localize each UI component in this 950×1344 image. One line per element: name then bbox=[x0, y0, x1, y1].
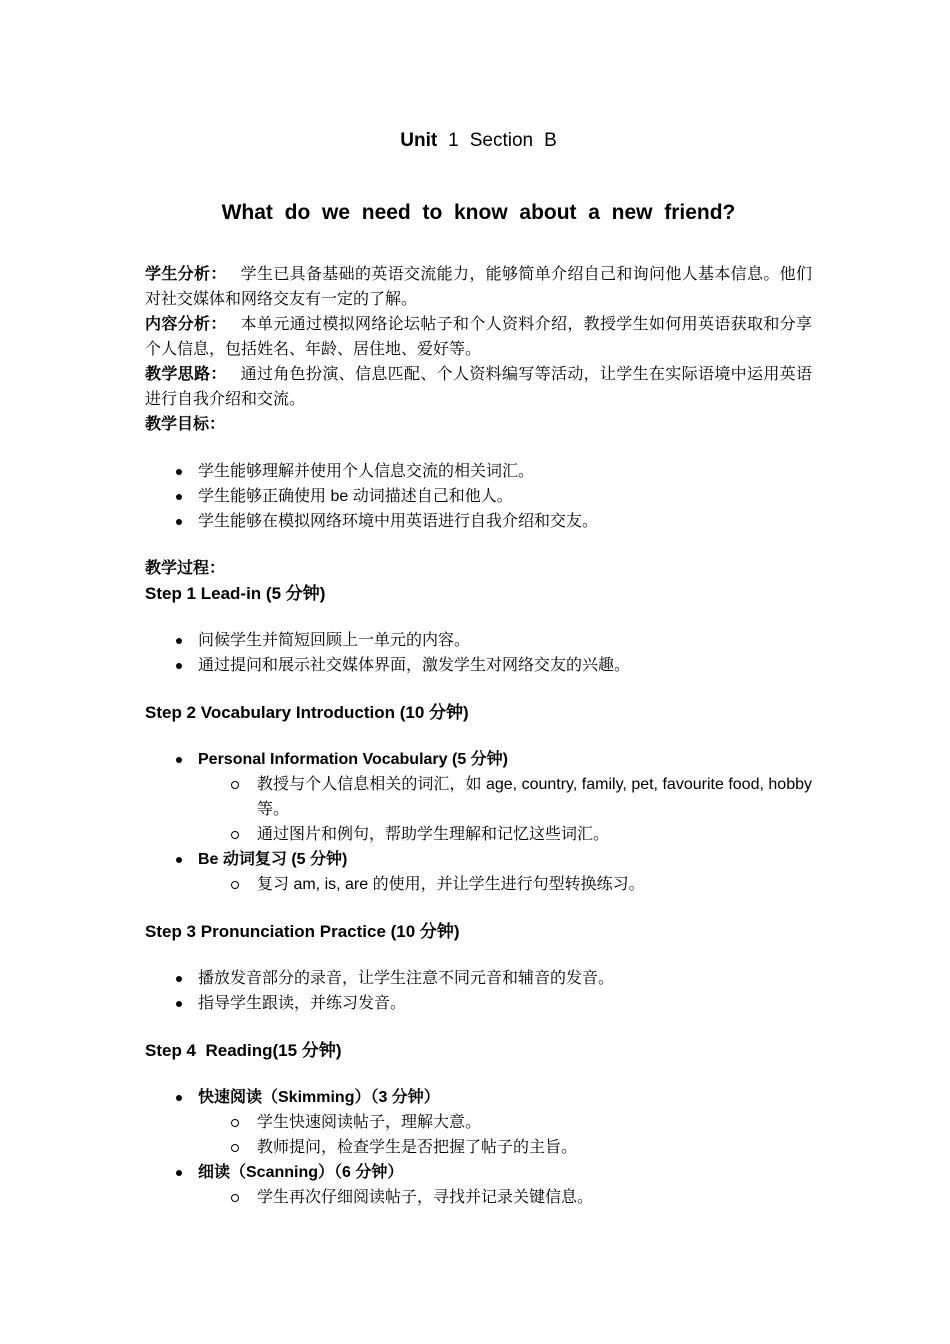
step-4-list bbox=[145, 1085, 812, 1210]
objectives-list bbox=[145, 459, 812, 534]
circle-bullet-icon bbox=[231, 781, 239, 789]
circle-bullet-icon bbox=[231, 1144, 239, 1152]
step-3-list bbox=[145, 966, 812, 1016]
list-item-text: 学生能够正确使用 be 动词描述自己和他人。 bbox=[198, 488, 513, 505]
paragraph-label: 教学思路： bbox=[145, 366, 227, 383]
step-1-list bbox=[145, 628, 812, 678]
list-item bbox=[145, 847, 812, 897]
circle-bullet-icon bbox=[231, 1119, 239, 1127]
sub-list-item bbox=[198, 772, 812, 822]
paragraph-text: 通过角色扮演、信息匹配、个人资料编写等活动，让学生在实际语境中运用英语进行自我介绍和交流。 bbox=[145, 366, 812, 408]
list-group-title: Personal Information Vocabulary (5 分钟) bbox=[198, 751, 508, 768]
list-group-title: 快速阅读（Skimming）（3 分钟） bbox=[198, 1089, 440, 1106]
list-item-text: 学生快速阅读帖子，理解大意。 bbox=[257, 1114, 482, 1131]
sub-list bbox=[198, 1110, 812, 1160]
bullet-icon bbox=[176, 469, 182, 475]
paragraph-text: 学生已具备基础的英语交流能力，能够简单介绍自己和询问他人基本信息。他们对社交媒体和网络交友有一定的了解。 bbox=[145, 266, 812, 308]
list-item bbox=[145, 966, 812, 991]
sub-list-item bbox=[198, 1135, 812, 1160]
circle-bullet-icon bbox=[231, 881, 239, 889]
paragraph-teaching-approach bbox=[145, 362, 812, 412]
list-item-text: 问候学生并简短回顾上一单元的内容。 bbox=[198, 632, 471, 649]
bullet-icon bbox=[176, 1001, 182, 1007]
paragraph-text: 本单元通过模拟网络论坛帖子和个人资料介绍，教授学生如何用英语获取和分享个人信息，包括姓名、年龄、居住地、爱好等。 bbox=[145, 316, 812, 358]
step-3-heading: Step 3 Pronunciation Practice (10 分钟) bbox=[145, 922, 460, 941]
sub-list bbox=[198, 872, 812, 897]
analysis-section bbox=[145, 262, 812, 437]
paragraph-label: 教学过程： bbox=[145, 560, 226, 577]
list-group-title: Be 动词复习 (5 分钟) bbox=[198, 851, 348, 868]
list-item-text: 通过图片和例句，帮助学生理解和记忆这些词汇。 bbox=[257, 826, 610, 843]
doc-subtitle: What do we need to know about a new friend? bbox=[221, 201, 736, 224]
sub-list-item bbox=[198, 822, 812, 847]
paragraph-label: 教学目标： bbox=[145, 416, 226, 433]
circle-bullet-icon bbox=[231, 1194, 239, 1202]
sub-list-item bbox=[198, 872, 812, 897]
bullet-icon bbox=[176, 519, 182, 525]
list-group-title: 细读（Scanning）（6 分钟） bbox=[198, 1164, 404, 1181]
list-item bbox=[145, 991, 812, 1016]
doc-title-rest: 1 Section B bbox=[437, 130, 557, 151]
list-item-text: 播放发音部分的录音，让学生注意不同元音和辅音的发音。 bbox=[198, 970, 615, 987]
list-item-text: 学生再次仔细阅读帖子，寻找并记录关键信息。 bbox=[257, 1189, 594, 1206]
step-1-heading: Step 1 Lead-in (5 分钟) bbox=[145, 584, 326, 603]
list-item-text: 通过提问和展示社交媒体界面，激发学生对网络交友的兴趣。 bbox=[198, 657, 631, 674]
list-item bbox=[145, 653, 812, 678]
step-2-list bbox=[145, 747, 812, 897]
bullet-icon bbox=[176, 976, 182, 982]
doc-title-unit: Unit bbox=[400, 130, 438, 151]
sub-list-item bbox=[198, 1110, 812, 1135]
paragraph-content-analysis bbox=[145, 312, 812, 362]
list-item bbox=[145, 1085, 812, 1160]
list-item-text: 复习 am, is, are 的使用，并让学生进行句型转换练习。 bbox=[257, 876, 645, 893]
sub-list bbox=[198, 1185, 812, 1210]
paragraph-student-analysis bbox=[145, 262, 812, 312]
list-item bbox=[145, 509, 812, 534]
paragraph-teaching-objectives bbox=[145, 412, 812, 437]
doc-title bbox=[145, 128, 812, 153]
bullet-icon bbox=[176, 1095, 182, 1101]
sub-list-item bbox=[198, 1185, 812, 1210]
list-item-text: 教授与个人信息相关的词汇，如 age, country, family, pet, favourite food, hobby 等。 bbox=[257, 776, 812, 818]
bullet-icon bbox=[176, 494, 182, 500]
list-item bbox=[145, 1160, 812, 1210]
bullet-icon bbox=[176, 757, 182, 763]
sub-list bbox=[198, 772, 812, 847]
list-item bbox=[145, 628, 812, 653]
bullet-icon bbox=[176, 857, 182, 863]
step-4-heading: Step 4 Reading(15 分钟) bbox=[145, 1041, 342, 1060]
paragraph-label: 内容分析： bbox=[145, 316, 227, 333]
list-item bbox=[145, 484, 812, 509]
list-item bbox=[145, 459, 812, 484]
paragraph-teaching-process bbox=[145, 556, 812, 581]
list-item bbox=[145, 747, 812, 847]
list-item-text: 学生能够在模拟网络环境中用英语进行自我介绍和交友。 bbox=[198, 513, 599, 530]
bullet-icon bbox=[176, 1170, 182, 1176]
list-item-text: 学生能够理解并使用个人信息交流的相关词汇。 bbox=[198, 463, 535, 480]
paragraph-label: 学生分析： bbox=[145, 266, 227, 283]
list-item-text: 教师提问，检查学生是否把握了帖子的主旨。 bbox=[257, 1139, 578, 1156]
circle-bullet-icon bbox=[231, 831, 239, 839]
bullet-icon bbox=[176, 663, 182, 669]
list-item-text: 指导学生跟读，并练习发音。 bbox=[198, 995, 407, 1012]
step-2-heading: Step 2 Vocabulary Introduction (10 分钟) bbox=[145, 703, 469, 722]
bullet-icon bbox=[176, 638, 182, 644]
